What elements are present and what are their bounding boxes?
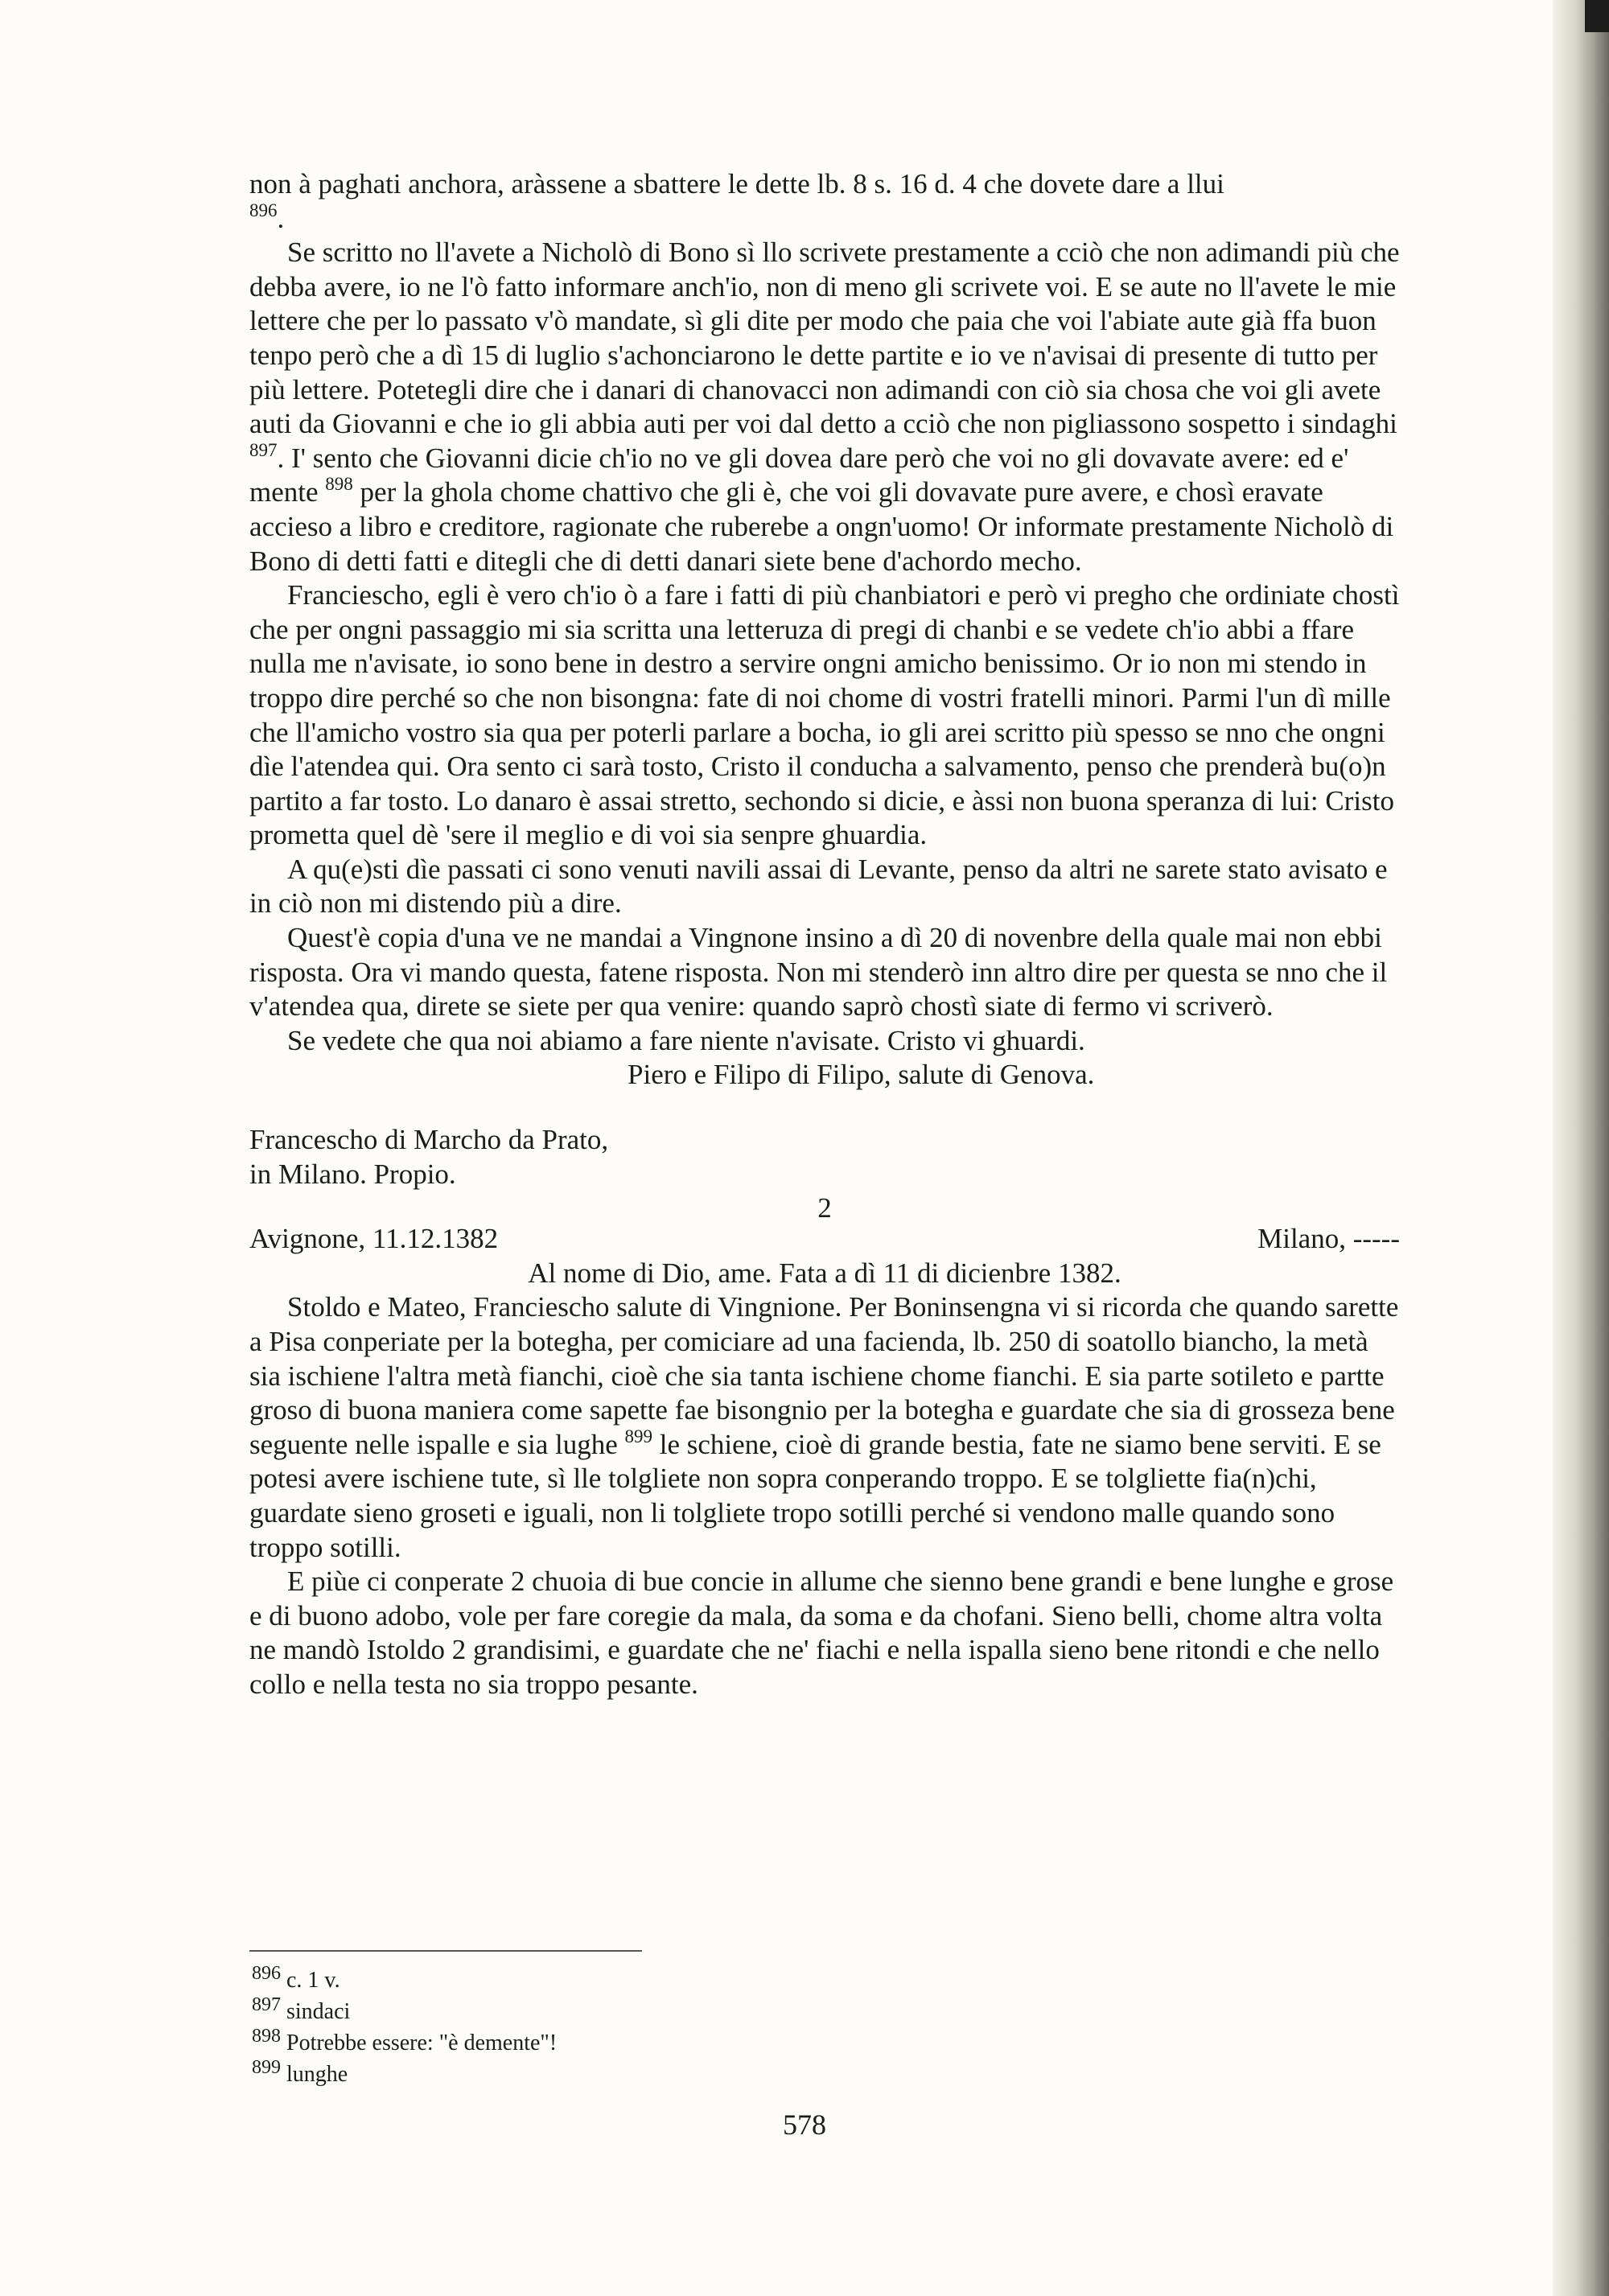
address-block xyxy=(249,1123,1400,1191)
paragraph: Stoldo e Mateo, Franciescho salute di Vingnione. Per Boninsengna vi si ricorda che quando sarette a Pisa conperiate per la botegha, per comiciare ad una facienda, lb. 250 di soatollo biancho, la metà sia ischiene l'altra metà fianchi, cioè che sia tanta ischiene chome fianchi. E sia parte sotileto e partte groso di buona maniera come sapette fae bisongnio per la botegha e guardate che sia di grosseza bene seguente nelle ispalle e sia lughe $^{899}$ le schiene, cioè di grande bestia, fate ne siamo bene serviti. E se potesi avere ischiene tute, sì lle tolgliete non sopra conperando troppo. E se tolgliette fia(n)chi, guardate sieno groseti e iguali, non li tolgliete tropo sotilli perché si vendono malle quando sono troppo sotilli. xyxy=(249,1291,1399,1563)
letter-header xyxy=(249,1222,1400,1257)
footnote-ref: 898 xyxy=(325,474,353,495)
place-date: Avignone, 11.12.1382 xyxy=(249,1223,499,1255)
footnote-divider xyxy=(249,1950,642,1952)
footnote: $^{896}$ c. 1 v. xyxy=(252,1963,340,1993)
paragraph: E piùe ci conperate 2 chuoia di bue concie in allume che sienno bene grandi e bene lunghe e grose e di buono adobo, vole per fare coregie da mala, da soma e da chofani. Sieno belli, chome altra volta ne mandò Istoldo 2 grandisimi, e guardate che ne' fiachi e nella ispalla sieno bene ritondi e che nello collo e nella testa no sia troppo pesante. xyxy=(249,1566,1394,1700)
main-text xyxy=(249,167,1400,1702)
footnote: $^{898}$ Potrebbe essere: "è demente"! xyxy=(252,2026,558,2055)
footnote-ref: 897 xyxy=(249,439,278,460)
paragraph: A qu(e)sti dìe passati ci sono venuti navili assai di Levante, penso da altri ne sarete stato avisato e in ciò non mi distendo più a dire. xyxy=(249,853,1388,920)
address-line: Francescho di Marcho da Prato, xyxy=(249,1124,609,1156)
signature: Piero e Filipo di Filipo, salute di Genova. xyxy=(628,1059,1095,1091)
letter-number: 2 xyxy=(817,1192,832,1224)
page-number: 578 xyxy=(783,2109,826,2141)
footnotes xyxy=(252,1965,557,2090)
book-gutter-edge xyxy=(1553,0,1609,2296)
paragraph: Franciescho, egli è vero ch'io ò a fare i fatti di più chanbiatori e però vi pregho che ordiniate chostì che per ongni passaggio mi sia scritta una letteruza di pregi di chanbi e se vedete ch'io abbi a ffare nulla me n'avisate, io sono bene in destro a servire ongni amicho benissimo. Or io non mi stendo in troppo dire perché so che non bisongna: fate di noi chome di vostri fratelli minori. Parmi l'un dì mille che ll'amicho vostro sia qua per poterli parlare a bocha, io gli arei scritto più spesso se nno che ongni dìe l'atendea qui. Ora sento ci sarà tosto, Cristo il conducha a salvamento, penso che prenderà bu(o)n partito a far tosto. Lo danaro è assai stretto, sechondo si dicie, e àssi non buona speranza di lui: Cristo prometta quel dè 'sere il meglio e di voi sia senpre ghuardia. xyxy=(249,579,1400,851)
footnote-ref: 896 xyxy=(249,200,278,220)
destination: Milano, ----- xyxy=(1257,1223,1400,1255)
footnote-ref: 899 xyxy=(624,1426,653,1446)
paragraph: Se vedete che qua noi abiamo a fare niente n'avisate. Cristo vi ghuardi. xyxy=(287,1024,1085,1056)
footnote: $^{897}$ sindaci xyxy=(252,1994,351,2024)
footnote: $^{899}$ lunghe xyxy=(252,2057,348,2087)
scan-corner xyxy=(1585,0,1609,32)
address-line: in Milano. Propio. xyxy=(249,1158,456,1190)
letter-opening: Al nome di Dio, ame. Fata a dì 11 di dicienbre 1382. xyxy=(528,1257,1121,1289)
paragraph: Quest'è copia d'una ve ne mandai a Vingnone insino a dì 20 di novenbre della quale mai non ebbi risposta. Ora vi mando questa, fatene risposta. Non mi stenderò inn altro dire per questa se nno che il v'atendea qua, direte se siete per qua venire: quando saprò chostì siate di fermo vi scriverò. xyxy=(249,922,1388,1023)
paragraph: Se scritto no ll'avete a Nicholò di Bono sì llo scrivete prestamente a cciò che non adimandi più che debba avere, io ne l'ò fatto informare anch'io, non di meno gli scrivete voi. E se aute no ll'avete le mie lettere che per lo passato v'ò mandate, sì gli dite per modo che paia che voi l'abiate aute già ffa buon tenpo però che a dì 15 di luglio s'achonciarono le dette partite e io ve n'avisai di presente di tutto per più lettere. Potetegli dire che i danari di chanovacci non adimandi con ciò sia chosa che voi gli avete auti da Giovanni e che io gli abbia auti per voi dal detto a cciò che non pigliassono sospetto i sindaghi $^{897}$. I' sento che Giovanni dicie ch'io no ve gli dovea dare però che voi no gli dovavate avere: ed e' mente $^{898}$ per la ghola chome chattivo che gli è, che voi gli dovavate pure avere, e chosì eravate accieso a libro e creditore, ragionate che ruberebe a ongn'uomo! Or informate prestamente Nicholò di Bono di detti fatti e ditegli che di detti danari siete bene d'achordo mecho. xyxy=(249,237,1400,577)
paragraph-continuation: non à paghati anchora, aràssene a sbattere le dette lb. 8 s. 16 d. 4 che dovete dare a llui $^{896}$. xyxy=(249,168,1224,234)
